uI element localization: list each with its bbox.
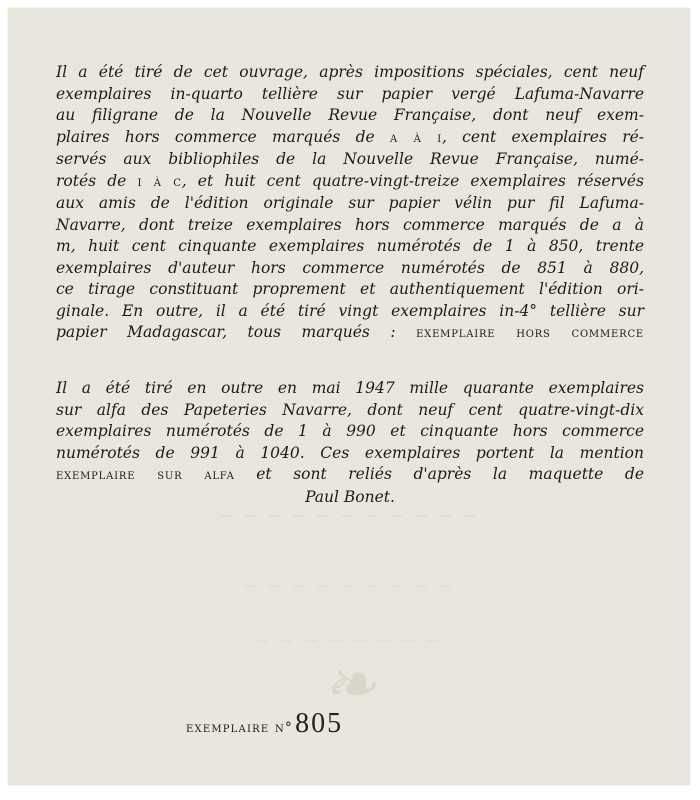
line-text: plaires hors commerce marqués de [56,127,390,146]
line-text: exemplaires in-quarto tellière sur papier vergé Lafuma-Navarre [56,84,644,103]
colophon-line [56,279,644,301]
small-caps-mention: i à c [137,173,182,190]
small-caps-mention: exemplaire sur alfa [56,467,235,483]
show-through-line: — — — — — — — — [254,633,444,649]
small-caps-mention: exemplaire hors commerce [416,325,644,341]
line-text: rotés de [56,171,138,190]
line-text: ginale. En outre, il a été tiré vingt exemplaires in-4° tellière sur [56,301,644,320]
line-text: m, huit cent cinquante exemplaires numérotés de 1 à 850, trente [56,237,644,255]
colophon-line [56,487,644,509]
colophon-line [56,105,644,127]
colophon-line [56,215,644,237]
colophon-line [56,464,644,487]
colophon-line [56,62,644,84]
colophon-line [56,301,644,323]
colophon-paragraph-alfa-edition [56,378,644,508]
line-text: Il a été tiré en outre en mai 1947 mille quarante exemplaires [56,379,644,397]
line-text: au filigrane de la Nouvelle Revue Française, dont neuf exem- [56,106,644,124]
copy-number: 805 [295,708,344,739]
show-through-line: — — — — — — — — — [242,578,456,594]
colophon-line [56,127,644,150]
line-text: Navarre, dont treize exemplaires hors commerce marqués de a à [56,215,644,234]
line-text: exemplaires d'auteur hors commerce numérotés de 851 à 880, [56,258,644,277]
small-caps-mention: a à i [389,129,442,146]
colophon-line [56,378,644,400]
colophon-line [56,236,644,258]
colophon-line [56,322,644,345]
line-text: numérotés de 991 à 1040. Ces exemplaires portent la mention [56,443,644,462]
colophon-line [56,84,644,106]
line-text: aux amis de l'édition originale sur papier vélin pur fil Lafuma- [56,194,644,212]
line-text: papier Madagascar, tous marqués : [56,323,417,341]
colophon-line [56,193,644,215]
colophon-line [56,400,644,422]
colophon-line [56,421,644,443]
line-text: servés aux bibliophiles de la Nouvelle Revue Française, numé- [56,150,644,168]
line-text: ce tirage constituant proprement et authentiquement l'édition ori- [56,280,644,298]
colophon-line [56,258,644,280]
show-through-line: — — — — — — — — — — — [218,508,480,524]
line-text: Paul Bonet. [305,487,395,506]
line-text: et sont reliés d'après la maquette de [234,465,644,483]
show-through-monogram: ❧ [322,648,376,722]
copy-number-label: exemplaire n° [186,720,294,736]
line-text: exemplaires numérotés de 1 à 990 et cinquante hors commerce [56,422,644,440]
colophon-line [56,149,644,171]
colophon-line [56,443,644,465]
line-text: , cent exemplaires ré- [441,127,645,146]
copy-number-line [186,708,343,740]
line-text: sur alfa des Papeteries Navarre, dont neuf cent quatre-vingt-dix [56,400,644,419]
colophon-paragraph-limited-edition [56,62,644,345]
colophon-line [56,171,644,194]
line-text: Il a été tiré de cet ouvrage, après impositions spéciales, cent neuf [56,63,644,81]
book-page [8,8,690,785]
line-text: , et huit cent quatre-vingt-treize exemplaires réservés [181,171,644,190]
